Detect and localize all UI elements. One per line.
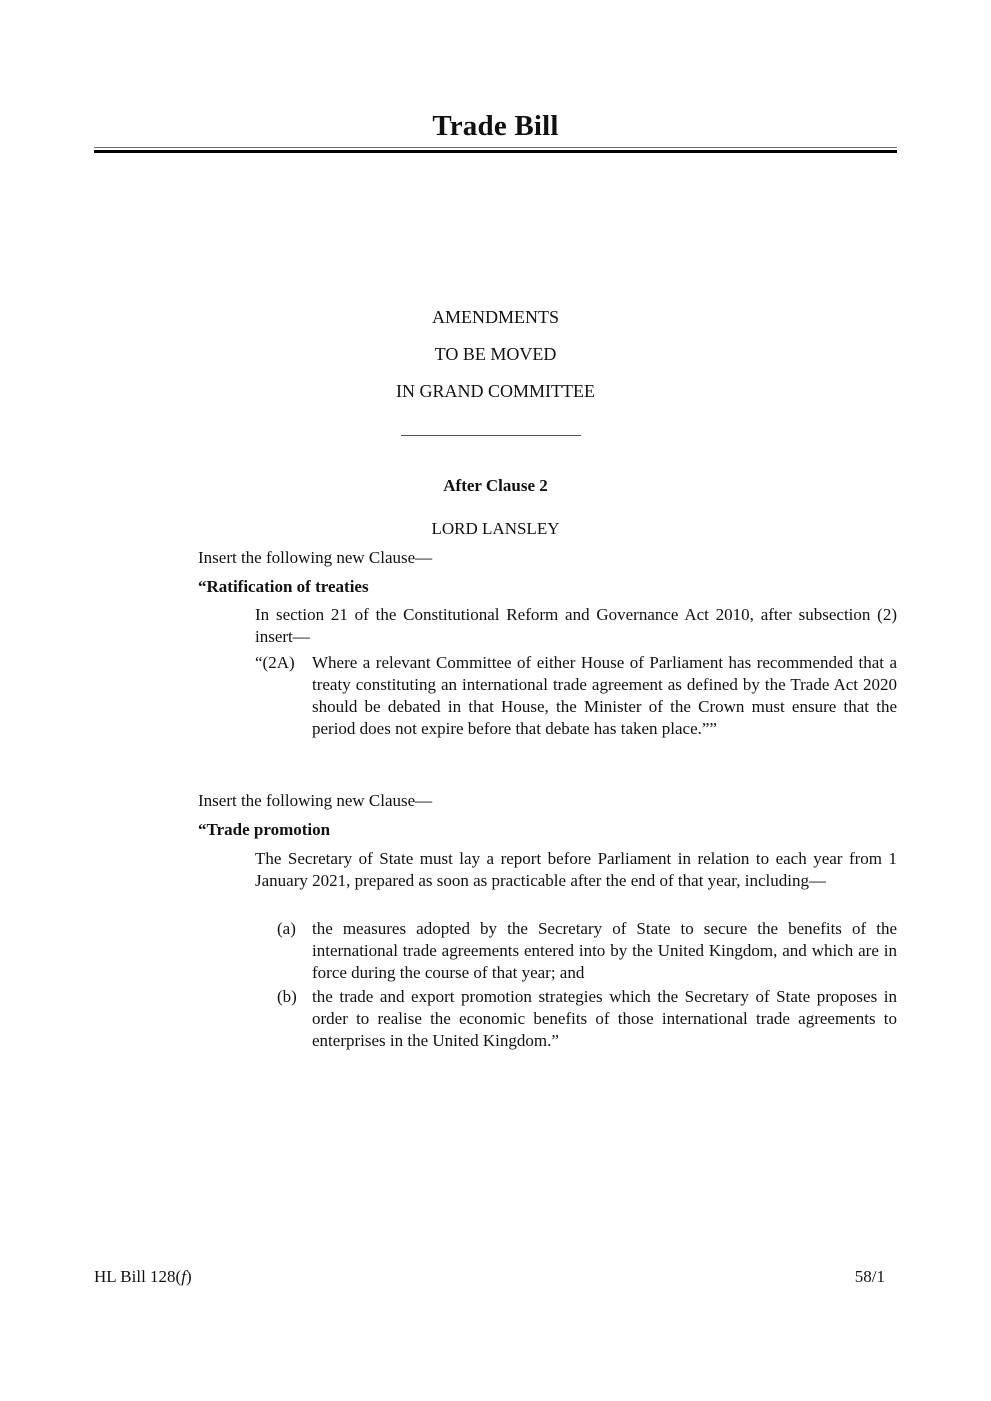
list-item-label: (a)	[277, 919, 296, 938]
section-heading: After Clause 2	[443, 476, 548, 495]
clause-title: “Ratification of treaties	[198, 577, 369, 596]
bill-title: Trade Bill	[432, 110, 559, 142]
subsection-text: Where a relevant Committee of either House of Parliament has recommended that a treaty constituting an international trade agreement as defined by the Trade Act 2020 should be debated in that House, the Minister of the Crown must ensure that the period does not expire before that debate has taken place.””	[312, 653, 897, 738]
intro-to-be-moved: TO BE MOVED	[434, 344, 557, 364]
list-item-text: the measures adopted by the Secretary of State to secure the benefits of the international trade agreements entered into by the United Kingdom, and which are in force during the course of that year; and	[312, 919, 897, 982]
list-item-text: the trade and export promotion strategies which the Secretary of State proposes in order to realise the economic benefits of those international trade agreements to enterprises in the United Kingdom.”	[312, 987, 897, 1050]
clause-text: In section 21 of the Constitutional Reform and Governance Act 2010, after subsection (2) insert—	[255, 605, 897, 646]
title-rule-thin	[94, 147, 897, 148]
intro-grand-committee: IN GRAND COMMITTEE	[396, 381, 595, 401]
title-rule-thick	[94, 150, 897, 153]
amendment-instruction: Insert the following new Clause—	[198, 791, 433, 810]
bill-reference	[94, 1266, 192, 1288]
list-item-b	[277, 986, 897, 1052]
section-divider	[401, 435, 581, 436]
intro-amendments: AMENDMENTS	[431, 307, 559, 327]
bill-ref-letter: f	[181, 1267, 186, 1286]
subsection-2a	[255, 652, 897, 740]
amendment-instruction: Insert the following new Clause—	[198, 548, 433, 567]
mover-name: LORD LANSLEY	[431, 519, 560, 538]
clause-text: The Secretary of State must lay a report before Parliament in relation to each year from 1 January 2021, prepared as soon as practicable after the end of that year, including—	[255, 849, 897, 890]
clause-title: “Trade promotion	[198, 820, 331, 839]
list-item-a	[277, 918, 897, 984]
subsection-label: “(2A)	[255, 653, 295, 672]
list-item-label: (b)	[277, 987, 297, 1006]
page-reference: 58/1	[854, 1267, 885, 1286]
bill-ref-prefix: HL Bill 128(	[94, 1267, 182, 1286]
bill-ref-suffix: )	[185, 1267, 192, 1286]
